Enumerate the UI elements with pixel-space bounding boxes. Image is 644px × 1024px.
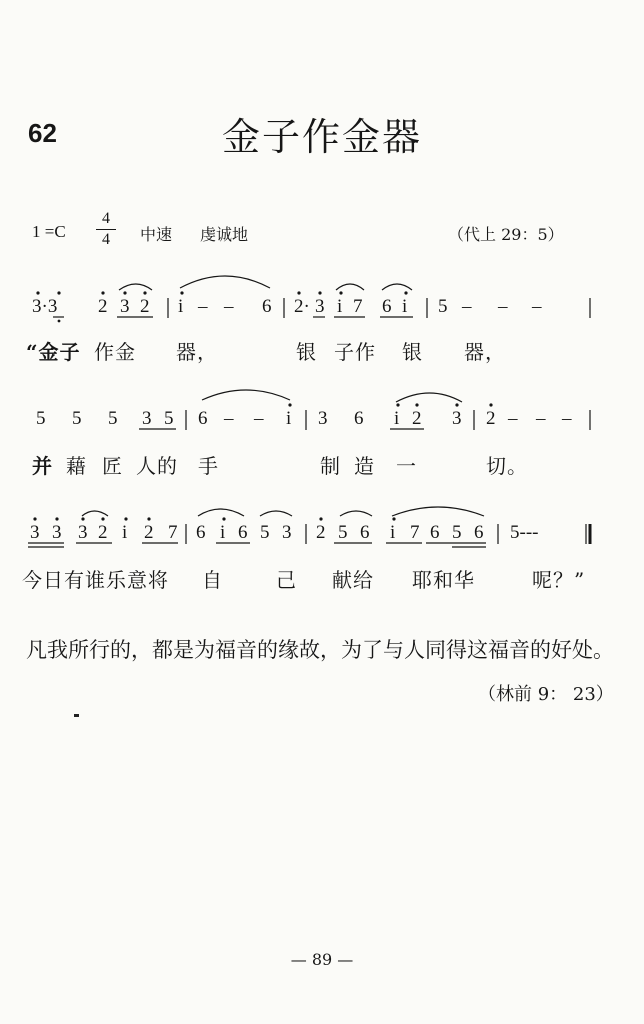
lyric: 制 bbox=[320, 454, 341, 478]
svg-text:i: i bbox=[390, 522, 396, 543]
svg-text:3: 3 bbox=[78, 522, 88, 543]
lyric: 子作 bbox=[334, 340, 376, 364]
svg-text:2: 2 bbox=[316, 522, 326, 543]
svg-text:3: 3 bbox=[52, 522, 62, 543]
lyric: 并 bbox=[32, 454, 53, 478]
lyric: 一 bbox=[396, 454, 417, 478]
svg-text:i: i bbox=[402, 296, 408, 317]
svg-text:2: 2 bbox=[98, 522, 108, 543]
svg-text:7: 7 bbox=[168, 522, 178, 543]
svg-text:i: i bbox=[337, 296, 343, 317]
svg-text:–: – bbox=[198, 296, 208, 317]
notation-line-2 bbox=[20, 392, 630, 452]
time-signature-top: 4 bbox=[102, 210, 110, 227]
lyric: 藉 bbox=[66, 454, 87, 478]
notation-line-1 bbox=[20, 270, 630, 330]
time-signature-bottom: 4 bbox=[102, 231, 110, 248]
svg-text:2·: 2· bbox=[294, 296, 310, 317]
svg-text:3: 3 bbox=[452, 408, 462, 429]
lyric: 切。 bbox=[486, 454, 528, 478]
svg-text:6: 6 bbox=[382, 296, 392, 317]
svg-text:3: 3 bbox=[315, 296, 325, 317]
svg-text:i: i bbox=[220, 522, 226, 543]
svg-text:–: – bbox=[532, 296, 542, 317]
lyric: 匠 bbox=[102, 454, 123, 478]
svg-text:6: 6 bbox=[238, 522, 248, 543]
svg-text:5: 5 bbox=[36, 408, 46, 429]
svg-text:i: i bbox=[286, 408, 292, 429]
svg-text:5: 5 bbox=[452, 522, 462, 543]
lyric: 人的 bbox=[136, 454, 178, 478]
svg-text:3·3: 3·3 bbox=[32, 296, 58, 317]
svg-text:i: i bbox=[122, 522, 128, 543]
lyric: 今日有谁乐意将 bbox=[22, 568, 169, 592]
svg-text:2: 2 bbox=[140, 296, 150, 317]
svg-text:7: 7 bbox=[410, 522, 420, 543]
svg-text:–: – bbox=[224, 408, 234, 429]
lyric: 手 bbox=[198, 454, 219, 478]
scripture-text: 凡我所行的，都是为福音的缘故，为了与人同得这福音的好处。 bbox=[26, 638, 614, 662]
notation-line-3 bbox=[20, 504, 630, 564]
time-signature bbox=[96, 211, 116, 248]
key-signature: 1 =C bbox=[32, 222, 66, 241]
lyric: 银 bbox=[402, 340, 423, 364]
lyric: “金子 bbox=[26, 340, 81, 364]
svg-text:–: – bbox=[224, 296, 234, 317]
svg-text:7: 7 bbox=[353, 296, 363, 317]
lyric: 作金 bbox=[94, 340, 136, 364]
page-number: — 89 — bbox=[290, 950, 354, 969]
lyric: 呢？” bbox=[532, 568, 586, 592]
svg-text:6: 6 bbox=[474, 522, 484, 543]
svg-text:6: 6 bbox=[198, 408, 208, 429]
hymn-number: 62 bbox=[28, 118, 57, 148]
svg-text:5: 5 bbox=[338, 522, 348, 543]
svg-text:2: 2 bbox=[98, 296, 108, 317]
svg-text:5---: 5--- bbox=[510, 522, 539, 543]
tune-reference: （代上 29：5） bbox=[448, 225, 564, 244]
lyric: 造 bbox=[354, 454, 375, 478]
svg-text:3: 3 bbox=[318, 408, 328, 429]
lyric: 己 bbox=[276, 568, 297, 592]
hymn-title: 金子作金器 bbox=[221, 115, 422, 159]
svg-text:5: 5 bbox=[164, 408, 174, 429]
svg-text:–: – bbox=[462, 296, 472, 317]
svg-text:5: 5 bbox=[72, 408, 82, 429]
tempo-marking: 中速 bbox=[140, 225, 173, 244]
svg-text:–: – bbox=[536, 408, 546, 429]
svg-text:–: – bbox=[498, 296, 508, 317]
svg-text:5: 5 bbox=[108, 408, 118, 429]
lyric: 银 bbox=[296, 340, 317, 364]
print-speck bbox=[74, 714, 79, 717]
svg-text:2: 2 bbox=[486, 408, 496, 429]
svg-text:–: – bbox=[508, 408, 518, 429]
svg-text:5: 5 bbox=[438, 296, 448, 317]
svg-text:3: 3 bbox=[120, 296, 130, 317]
svg-text:2: 2 bbox=[412, 408, 422, 429]
svg-text:6: 6 bbox=[354, 408, 364, 429]
expression-marking: 虔诚地 bbox=[200, 225, 249, 244]
svg-text:6: 6 bbox=[262, 296, 272, 317]
svg-text:6: 6 bbox=[430, 522, 440, 543]
svg-text:5: 5 bbox=[260, 522, 270, 543]
svg-text:6: 6 bbox=[196, 522, 206, 543]
time-signature-line bbox=[96, 229, 116, 230]
svg-text:3: 3 bbox=[282, 522, 292, 543]
lyric: 耶和华 bbox=[412, 568, 475, 592]
svg-text:i: i bbox=[394, 408, 400, 429]
scripture-reference: （林前 9： 23） bbox=[478, 684, 614, 705]
svg-text:i: i bbox=[178, 296, 184, 317]
lyric: 器， bbox=[176, 340, 218, 364]
lyric: 器， bbox=[464, 340, 506, 364]
lyric: 献给 bbox=[332, 568, 374, 592]
svg-text:2: 2 bbox=[144, 522, 154, 543]
svg-text:3: 3 bbox=[142, 408, 152, 429]
svg-text:6: 6 bbox=[360, 522, 370, 543]
svg-text:3: 3 bbox=[30, 522, 40, 543]
svg-text:–: – bbox=[254, 408, 264, 429]
lyric: 自 bbox=[202, 568, 223, 592]
svg-text:–: – bbox=[562, 408, 572, 429]
